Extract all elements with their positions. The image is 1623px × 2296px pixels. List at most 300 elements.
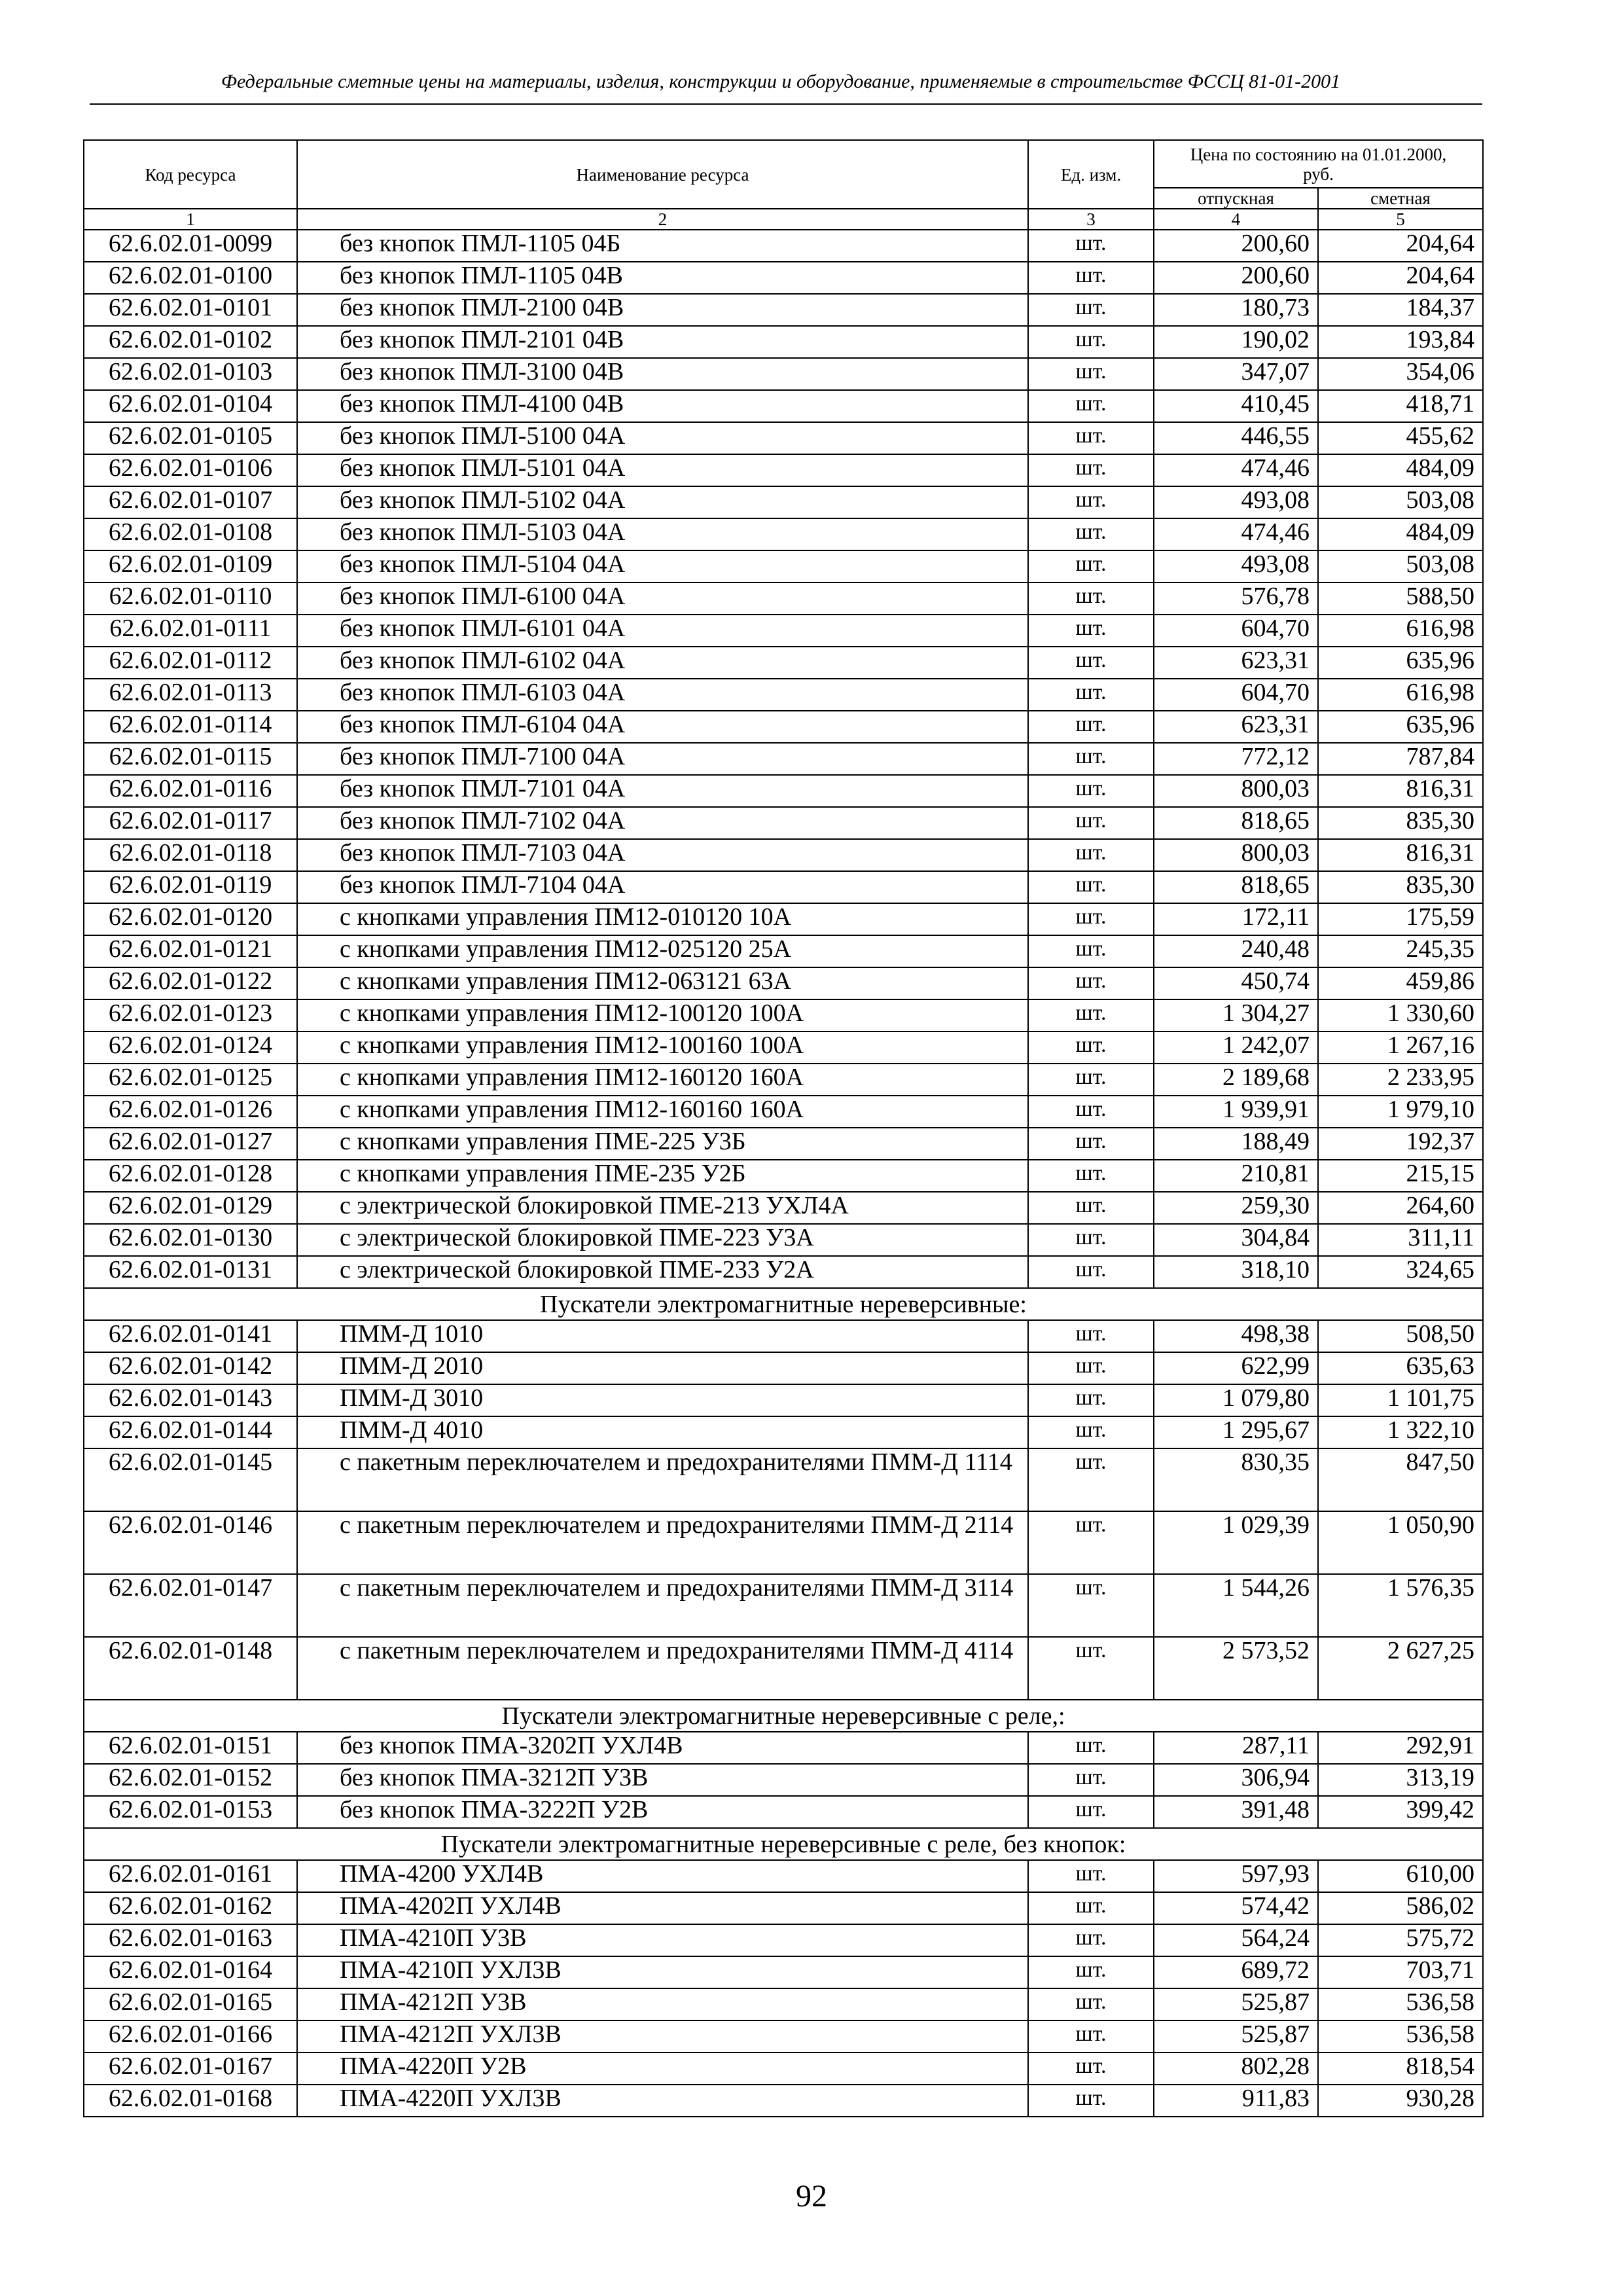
table-row	[84, 1224, 1483, 1256]
unit: шт.	[1028, 775, 1154, 807]
resource-code: 62.6.02.01-0130	[84, 1224, 297, 1256]
resource-name: без кнопок ПМЛ-5101 04А	[297, 454, 1028, 486]
resource-name: без кнопок ПМЛ-5100 04А	[297, 422, 1028, 454]
resource-name: с кнопками управления ПМЕ-225 У3Б	[297, 1128, 1028, 1160]
release-price: 498,38	[1154, 1320, 1318, 1352]
table-row	[84, 1128, 1483, 1160]
resource-code: 62.6.02.01-0152	[84, 1764, 297, 1796]
table-row	[84, 1637, 1483, 1700]
resource-name: с электрической блокировкой ПМЕ-233 У2А	[297, 1256, 1028, 1288]
table-row	[84, 1764, 1483, 1796]
resource-name: без кнопок ПМЛ-5102 04А	[297, 486, 1028, 518]
unit: шт.	[1028, 1448, 1154, 1511]
release-price: 190,02	[1154, 326, 1318, 358]
resource-name: с кнопками управления ПМ12-100120 100А	[297, 999, 1028, 1031]
resource-name: без кнопок ПМЛ-6104 04А	[297, 711, 1028, 743]
release-price: 623,31	[1154, 711, 1318, 743]
resource-code: 62.6.02.01-0148	[84, 1637, 297, 1700]
price-table	[83, 139, 1484, 2117]
table-row	[84, 583, 1483, 615]
release-price: 800,03	[1154, 839, 1318, 871]
resource-name: без кнопок ПМА-3202П УХЛ4В	[297, 1732, 1028, 1764]
estimate-price: 787,84	[1318, 743, 1483, 775]
estimate-price: 816,31	[1318, 839, 1483, 871]
col-header-code: Код ресурса	[84, 140, 297, 209]
resource-code: 62.6.02.01-0118	[84, 839, 297, 871]
resource-name: без кнопок ПМЛ-1105 04В	[297, 262, 1028, 294]
resource-code: 62.6.02.01-0127	[84, 1128, 297, 1160]
resource-name: без кнопок ПМЛ-7101 04А	[297, 775, 1028, 807]
release-price: 574,42	[1154, 1892, 1318, 1924]
resource-code: 62.6.02.01-0126	[84, 1096, 297, 1128]
section-row	[84, 1828, 1483, 1860]
resource-code: 62.6.02.01-0101	[84, 294, 297, 326]
resource-name: с кнопками управления ПМ12-160120 160А	[297, 1064, 1028, 1096]
release-price: 287,11	[1154, 1732, 1318, 1764]
release-price: 911,83	[1154, 2085, 1318, 2117]
release-price: 772,12	[1154, 743, 1318, 775]
estimate-price: 204,64	[1318, 230, 1483, 262]
release-price: 306,94	[1154, 1764, 1318, 1796]
release-price: 2 573,52	[1154, 1637, 1318, 1700]
resource-name: с электрической блокировкой ПМЕ-223 У3А	[297, 1224, 1028, 1256]
release-price: 450,74	[1154, 967, 1318, 999]
unit: шт.	[1028, 2053, 1154, 2085]
estimate-price: 586,02	[1318, 1892, 1483, 1924]
estimate-price: 1 322,10	[1318, 1416, 1483, 1448]
unit: шт.	[1028, 422, 1154, 454]
table-row	[84, 679, 1483, 711]
unit: шт.	[1028, 1511, 1154, 1574]
section-row	[84, 1700, 1483, 1732]
release-price: 347,07	[1154, 358, 1318, 390]
resource-code: 62.6.02.01-0146	[84, 1511, 297, 1574]
resource-name: с кнопками управления ПМ12-010120 10А	[297, 903, 1028, 935]
release-price: 493,08	[1154, 550, 1318, 583]
table-row	[84, 1096, 1483, 1128]
resource-name: с пакетным переключателем и предохранителями ПММ-Д 4114	[297, 1637, 1028, 1700]
table-row	[84, 262, 1483, 294]
release-price: 525,87	[1154, 1988, 1318, 2020]
section-title: Пускатели электромагнитные нереверсивные с реле, без кнопок:	[84, 1828, 1483, 1860]
unit: шт.	[1028, 871, 1154, 903]
col-header-unit: Ед. изм.	[1028, 140, 1154, 209]
table-row	[84, 743, 1483, 775]
resource-code: 62.6.02.01-0168	[84, 2085, 297, 2117]
unit: шт.	[1028, 1384, 1154, 1416]
estimate-price: 399,42	[1318, 1796, 1483, 1828]
unit: шт.	[1028, 711, 1154, 743]
resource-code: 62.6.02.01-0144	[84, 1416, 297, 1448]
estimate-price: 1 576,35	[1318, 1574, 1483, 1637]
unit: шт.	[1028, 647, 1154, 679]
table-row	[84, 2020, 1483, 2053]
resource-code: 62.6.02.01-0125	[84, 1064, 297, 1096]
resource-name: без кнопок ПМЛ-6100 04А	[297, 583, 1028, 615]
unit: шт.	[1028, 358, 1154, 390]
table-row	[84, 1031, 1483, 1064]
resource-name: с кнопками управления ПМ12-160160 160А	[297, 1096, 1028, 1128]
table-row	[84, 390, 1483, 422]
estimate-price: 616,98	[1318, 615, 1483, 647]
release-price: 1 079,80	[1154, 1384, 1318, 1416]
unit: шт.	[1028, 1256, 1154, 1288]
resource-name: ПМА-4220П УХЛ3В	[297, 2085, 1028, 2117]
estimate-price: 635,96	[1318, 647, 1483, 679]
estimate-price: 503,08	[1318, 550, 1483, 583]
resource-code: 62.6.02.01-0110	[84, 583, 297, 615]
col-number: 4	[1154, 209, 1318, 230]
release-price: 410,45	[1154, 390, 1318, 422]
release-price: 2 189,68	[1154, 1064, 1318, 1096]
estimate-price: 484,09	[1318, 518, 1483, 550]
resource-name: без кнопок ПМЛ-3100 04В	[297, 358, 1028, 390]
resource-name: с пакетным переключателем и предохранителями ПММ-Д 2114	[297, 1511, 1028, 1574]
resource-name: ПММ-Д 3010	[297, 1384, 1028, 1416]
release-price: 576,78	[1154, 583, 1318, 615]
unit: шт.	[1028, 1352, 1154, 1384]
resource-code: 62.6.02.01-0111	[84, 615, 297, 647]
table-row	[84, 486, 1483, 518]
table-row	[84, 1574, 1483, 1637]
release-price: 564,24	[1154, 1924, 1318, 1956]
unit: шт.	[1028, 839, 1154, 871]
estimate-price: 847,50	[1318, 1448, 1483, 1511]
resource-name: без кнопок ПМА-3212П У3В	[297, 1764, 1028, 1796]
resource-code: 62.6.02.01-0107	[84, 486, 297, 518]
resource-code: 62.6.02.01-0151	[84, 1732, 297, 1764]
resource-code: 62.6.02.01-0153	[84, 1796, 297, 1828]
resource-code: 62.6.02.01-0145	[84, 1448, 297, 1511]
resource-name: ПМА-4202П УХЛ4В	[297, 1892, 1028, 1924]
resource-name: ПММ-Д 1010	[297, 1320, 1028, 1352]
table-row	[84, 1892, 1483, 1924]
header-rule	[90, 103, 1482, 105]
table-row	[84, 1192, 1483, 1224]
resource-name: с электрической блокировкой ПМЕ-213 УХЛ4А	[297, 1192, 1028, 1224]
resource-name: без кнопок ПМЛ-7102 04А	[297, 807, 1028, 839]
resource-name: с кнопками управления ПМЕ-235 У2Б	[297, 1160, 1028, 1192]
table-row	[84, 518, 1483, 550]
unit: шт.	[1028, 1637, 1154, 1700]
resource-name: без кнопок ПМЛ-6103 04А	[297, 679, 1028, 711]
table-row	[84, 647, 1483, 679]
unit: шт.	[1028, 999, 1154, 1031]
estimate-price: 245,35	[1318, 935, 1483, 967]
estimate-price: 930,28	[1318, 2085, 1483, 2117]
release-price: 800,03	[1154, 775, 1318, 807]
estimate-price: 455,62	[1318, 422, 1483, 454]
table-row	[84, 999, 1483, 1031]
release-price: 818,65	[1154, 807, 1318, 839]
resource-name: без кнопок ПМЛ-1105 04Б	[297, 230, 1028, 262]
resource-name: без кнопок ПМЛ-7103 04А	[297, 839, 1028, 871]
estimate-price: 1 050,90	[1318, 1511, 1483, 1574]
estimate-price: 311,11	[1318, 1224, 1483, 1256]
release-price: 1 242,07	[1154, 1031, 1318, 1064]
unit: шт.	[1028, 1956, 1154, 1988]
resource-code: 62.6.02.01-0104	[84, 390, 297, 422]
resource-code: 62.6.02.01-0115	[84, 743, 297, 775]
unit: шт.	[1028, 1574, 1154, 1637]
estimate-price: 264,60	[1318, 1192, 1483, 1224]
resource-name: ПМА-4210П УХЛ3В	[297, 1956, 1028, 1988]
release-price: 818,65	[1154, 871, 1318, 903]
estimate-price: 610,00	[1318, 1860, 1483, 1892]
release-price: 802,28	[1154, 2053, 1318, 2085]
table-row	[84, 2085, 1483, 2117]
resource-code: 62.6.02.01-0123	[84, 999, 297, 1031]
release-price: 689,72	[1154, 1956, 1318, 1988]
resource-name: без кнопок ПМЛ-2100 04В	[297, 294, 1028, 326]
release-price: 623,31	[1154, 647, 1318, 679]
table-row	[84, 1416, 1483, 1448]
unit: шт.	[1028, 2085, 1154, 2117]
table-row	[84, 1384, 1483, 1416]
table-row	[84, 903, 1483, 935]
resource-name: с пакетным переключателем и предохранителями ПММ-Д 1114	[297, 1448, 1028, 1511]
table-row	[84, 839, 1483, 871]
table-row	[84, 1732, 1483, 1764]
unit: шт.	[1028, 807, 1154, 839]
table-row	[84, 1796, 1483, 1828]
col-number: 3	[1028, 209, 1154, 230]
unit: шт.	[1028, 390, 1154, 422]
resource-code: 62.6.02.01-0122	[84, 967, 297, 999]
resource-code: 62.6.02.01-0116	[84, 775, 297, 807]
estimate-price: 1 101,75	[1318, 1384, 1483, 1416]
unit: шт.	[1028, 1320, 1154, 1352]
resource-name: без кнопок ПМЛ-2101 04В	[297, 326, 1028, 358]
resource-code: 62.6.02.01-0103	[84, 358, 297, 390]
release-price: 210,81	[1154, 1160, 1318, 1192]
table-row	[84, 1988, 1483, 2020]
resource-name: без кнопок ПМЛ-6101 04А	[297, 615, 1028, 647]
col-number: 5	[1318, 209, 1483, 230]
resource-code: 62.6.02.01-0141	[84, 1320, 297, 1352]
resource-code: 62.6.02.01-0113	[84, 679, 297, 711]
resource-code: 62.6.02.01-0114	[84, 711, 297, 743]
resource-name: без кнопок ПМЛ-4100 04В	[297, 390, 1028, 422]
resource-code: 62.6.02.01-0164	[84, 1956, 297, 1988]
estimate-price: 1 267,16	[1318, 1031, 1483, 1064]
unit: шт.	[1028, 1224, 1154, 1256]
estimate-price: 204,64	[1318, 262, 1483, 294]
estimate-price: 536,58	[1318, 2020, 1483, 2053]
unit: шт.	[1028, 583, 1154, 615]
unit: шт.	[1028, 1160, 1154, 1192]
unit: шт.	[1028, 1796, 1154, 1828]
resource-code: 62.6.02.01-0106	[84, 454, 297, 486]
release-price: 1 544,26	[1154, 1574, 1318, 1637]
col-number: 2	[297, 209, 1028, 230]
table-row	[84, 1320, 1483, 1352]
release-price: 318,10	[1154, 1256, 1318, 1288]
table-row	[84, 711, 1483, 743]
unit: шт.	[1028, 1892, 1154, 1924]
table-row	[84, 230, 1483, 262]
unit: шт.	[1028, 294, 1154, 326]
release-price: 830,35	[1154, 1448, 1318, 1511]
estimate-price: 184,37	[1318, 294, 1483, 326]
col-header-price-group: Цена по состоянию на 01.01.2000, руб.	[1154, 140, 1483, 188]
running-header: Федеральные сметные цены на материалы, изделия, конструкции и оборудование, применяемые в строительстве ФССЦ 81-01-2001	[221, 71, 1341, 92]
table-row	[84, 1956, 1483, 1988]
resource-name: без кнопок ПМЛ-5103 04А	[297, 518, 1028, 550]
column-number-row	[84, 209, 1483, 230]
table-row	[84, 454, 1483, 486]
resource-name: без кнопок ПМЛ-6102 04А	[297, 647, 1028, 679]
estimate-price: 1 979,10	[1318, 1096, 1483, 1128]
release-price: 474,46	[1154, 454, 1318, 486]
estimate-price: 292,91	[1318, 1732, 1483, 1764]
section-row	[84, 1288, 1483, 1320]
unit: шт.	[1028, 1192, 1154, 1224]
resource-code: 62.6.02.01-0163	[84, 1924, 297, 1956]
table-row	[84, 358, 1483, 390]
resource-code: 62.6.02.01-0142	[84, 1352, 297, 1384]
page-number: 92	[796, 2179, 827, 2214]
estimate-price: 835,30	[1318, 871, 1483, 903]
table-row	[84, 615, 1483, 647]
resource-name: с пакетным переключателем и предохранителями ПММ-Д 3114	[297, 1574, 1028, 1637]
release-price: 1 295,67	[1154, 1416, 1318, 1448]
estimate-price: 703,71	[1318, 1956, 1483, 1988]
unit: шт.	[1028, 486, 1154, 518]
table-row	[84, 1860, 1483, 1892]
resource-code: 62.6.02.01-0131	[84, 1256, 297, 1288]
resource-code: 62.6.02.01-0099	[84, 230, 297, 262]
release-price: 493,08	[1154, 486, 1318, 518]
resource-code: 62.6.02.01-0124	[84, 1031, 297, 1064]
estimate-price: 192,37	[1318, 1128, 1483, 1160]
section-title: Пускатели электромагнитные нереверсивные с реле,:	[84, 1700, 1483, 1732]
release-price: 304,84	[1154, 1224, 1318, 1256]
resource-name: без кнопок ПМА-3222П У2В	[297, 1796, 1028, 1828]
resource-code: 62.6.02.01-0117	[84, 807, 297, 839]
resource-code: 62.6.02.01-0162	[84, 1892, 297, 1924]
table-row	[84, 775, 1483, 807]
estimate-price: 503,08	[1318, 486, 1483, 518]
table-row	[84, 871, 1483, 903]
release-price: 200,60	[1154, 262, 1318, 294]
release-price: 597,93	[1154, 1860, 1318, 1892]
resource-code: 62.6.02.01-0105	[84, 422, 297, 454]
resource-name: без кнопок ПМЛ-7104 04А	[297, 871, 1028, 903]
unit: шт.	[1028, 550, 1154, 583]
resource-code: 62.6.02.01-0102	[84, 326, 297, 358]
table-row	[84, 1256, 1483, 1288]
table-row	[84, 935, 1483, 967]
resource-code: 62.6.02.01-0166	[84, 2020, 297, 2053]
resource-code: 62.6.02.01-0121	[84, 935, 297, 967]
estimate-price: 588,50	[1318, 583, 1483, 615]
estimate-price: 536,58	[1318, 1988, 1483, 2020]
unit: шт.	[1028, 1924, 1154, 1956]
unit: шт.	[1028, 1064, 1154, 1096]
release-price: 604,70	[1154, 679, 1318, 711]
resource-code: 62.6.02.01-0119	[84, 871, 297, 903]
estimate-price: 324,65	[1318, 1256, 1483, 1288]
release-price: 474,46	[1154, 518, 1318, 550]
resource-code: 62.6.02.01-0120	[84, 903, 297, 935]
table-row	[84, 1160, 1483, 1192]
resource-code: 62.6.02.01-0112	[84, 647, 297, 679]
col-number: 1	[84, 209, 297, 230]
estimate-price: 508,50	[1318, 1320, 1483, 1352]
table-row	[84, 326, 1483, 358]
unit: шт.	[1028, 1732, 1154, 1764]
estimate-price: 215,15	[1318, 1160, 1483, 1192]
resource-name: с кнопками управления ПМ12-063121 63А	[297, 967, 1028, 999]
unit: шт.	[1028, 454, 1154, 486]
release-price: 180,73	[1154, 294, 1318, 326]
table-row	[84, 2053, 1483, 2085]
estimate-price: 575,72	[1318, 1924, 1483, 1956]
estimate-price: 193,84	[1318, 326, 1483, 358]
estimate-price: 175,59	[1318, 903, 1483, 935]
resource-name: ПМА-4212П У3В	[297, 1988, 1028, 2020]
resource-code: 62.6.02.01-0143	[84, 1384, 297, 1416]
unit: шт.	[1028, 1988, 1154, 2020]
unit: шт.	[1028, 230, 1154, 262]
table-row	[84, 1352, 1483, 1384]
table-row	[84, 550, 1483, 583]
resource-name: с кнопками управления ПМ12-025120 25А	[297, 935, 1028, 967]
unit: шт.	[1028, 935, 1154, 967]
unit: шт.	[1028, 1096, 1154, 1128]
resource-name: ПММ-Д 2010	[297, 1352, 1028, 1384]
table-row	[84, 807, 1483, 839]
resource-name: без кнопок ПМЛ-5104 04А	[297, 550, 1028, 583]
table-row	[84, 422, 1483, 454]
release-price: 240,48	[1154, 935, 1318, 967]
release-price: 172,11	[1154, 903, 1318, 935]
table-row	[84, 1064, 1483, 1096]
release-price: 200,60	[1154, 230, 1318, 262]
resource-code: 62.6.02.01-0161	[84, 1860, 297, 1892]
unit: шт.	[1028, 326, 1154, 358]
resource-name: ПМА-4200 УХЛ4В	[297, 1860, 1028, 1892]
release-price: 1 029,39	[1154, 1511, 1318, 1574]
resource-code: 62.6.02.01-0147	[84, 1574, 297, 1637]
resource-name: без кнопок ПМЛ-7100 04А	[297, 743, 1028, 775]
estimate-price: 616,98	[1318, 679, 1483, 711]
unit: шт.	[1028, 2020, 1154, 2053]
estimate-price: 816,31	[1318, 775, 1483, 807]
release-price: 446,55	[1154, 422, 1318, 454]
resource-name: ПМА-4220П У2В	[297, 2053, 1028, 2085]
release-price: 622,99	[1154, 1352, 1318, 1384]
estimate-price: 835,30	[1318, 807, 1483, 839]
table-row	[84, 1448, 1483, 1511]
unit: шт.	[1028, 679, 1154, 711]
resource-code: 62.6.02.01-0167	[84, 2053, 297, 2085]
resource-code: 62.6.02.01-0128	[84, 1160, 297, 1192]
col-header-release: отпускная	[1154, 188, 1318, 209]
resource-code: 62.6.02.01-0100	[84, 262, 297, 294]
estimate-price: 2 233,95	[1318, 1064, 1483, 1096]
estimate-price: 818,54	[1318, 2053, 1483, 2085]
release-price: 1 304,27	[1154, 999, 1318, 1031]
release-price: 259,30	[1154, 1192, 1318, 1224]
unit: шт.	[1028, 518, 1154, 550]
resource-code: 62.6.02.01-0109	[84, 550, 297, 583]
unit: шт.	[1028, 1764, 1154, 1796]
table-row	[84, 967, 1483, 999]
release-price: 1 939,91	[1154, 1096, 1318, 1128]
estimate-price: 354,06	[1318, 358, 1483, 390]
